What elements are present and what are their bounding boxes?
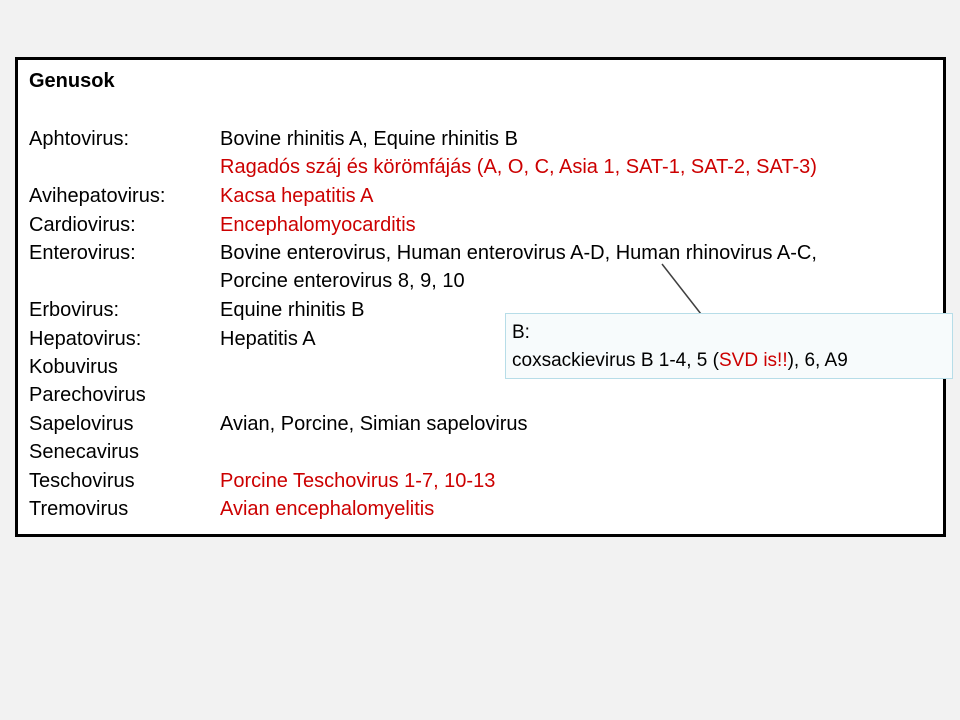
page-title: Genusok bbox=[29, 70, 115, 92]
callout-text-pre: coxsackievirus B 1-4, 5 ( bbox=[512, 350, 719, 371]
callout-box bbox=[505, 313, 953, 379]
genus-name: Senecavirus bbox=[29, 441, 140, 463]
genus-name: Erbovirus: bbox=[29, 299, 120, 321]
genus-description: Encephalomyocarditis bbox=[220, 214, 416, 236]
genus-description: Bovine enterovirus, Human enterovirus A-D, Human rhinovirus A-C, bbox=[220, 242, 817, 264]
genus-description: Porcine Teschovirus 1-7, 10-13 bbox=[220, 470, 496, 492]
content-box bbox=[15, 57, 946, 537]
genus-description: Bovine rhinitis A, Equine rhinitis B bbox=[220, 128, 518, 150]
genus-name: Cardiovirus: bbox=[29, 214, 136, 236]
genus-name: Parechovirus bbox=[29, 384, 146, 406]
genus-name: Avihepatovirus: bbox=[29, 185, 166, 207]
genus-description: Hepatitis A bbox=[220, 328, 316, 350]
genus-name: Teschovirus bbox=[29, 470, 135, 492]
genus-name: Aphtovirus: bbox=[29, 128, 130, 150]
genus-name: Kobuvirus bbox=[29, 356, 118, 378]
genus-description-continued: Porcine enterovirus 8, 9, 10 bbox=[220, 270, 465, 292]
genus-name: Sapelovirus bbox=[29, 413, 134, 435]
genus-name: Enterovirus: bbox=[29, 242, 136, 264]
callout-heading: B: bbox=[512, 322, 530, 343]
callout-text bbox=[512, 349, 848, 373]
genus-description-continued: Ragadós száj és körömfájás (A, O, C, Asia 1, SAT-1, SAT-2, SAT-3) bbox=[220, 156, 817, 178]
callout-highlight: SVD is!! bbox=[718, 350, 788, 371]
genus-description: Avian encephalomyelitis bbox=[220, 498, 435, 520]
genus-description: Avian, Porcine, Simian sapelovirus bbox=[220, 413, 528, 435]
genus-list bbox=[18, 60, 943, 534]
genus-name: Tremovirus bbox=[29, 498, 129, 520]
genus-description: Kacsa hepatitis A bbox=[220, 185, 374, 207]
callout-text-post: ), 6, A9 bbox=[787, 350, 848, 371]
genus-name: Hepatovirus: bbox=[29, 328, 142, 350]
genus-description: Equine rhinitis B bbox=[220, 299, 365, 321]
